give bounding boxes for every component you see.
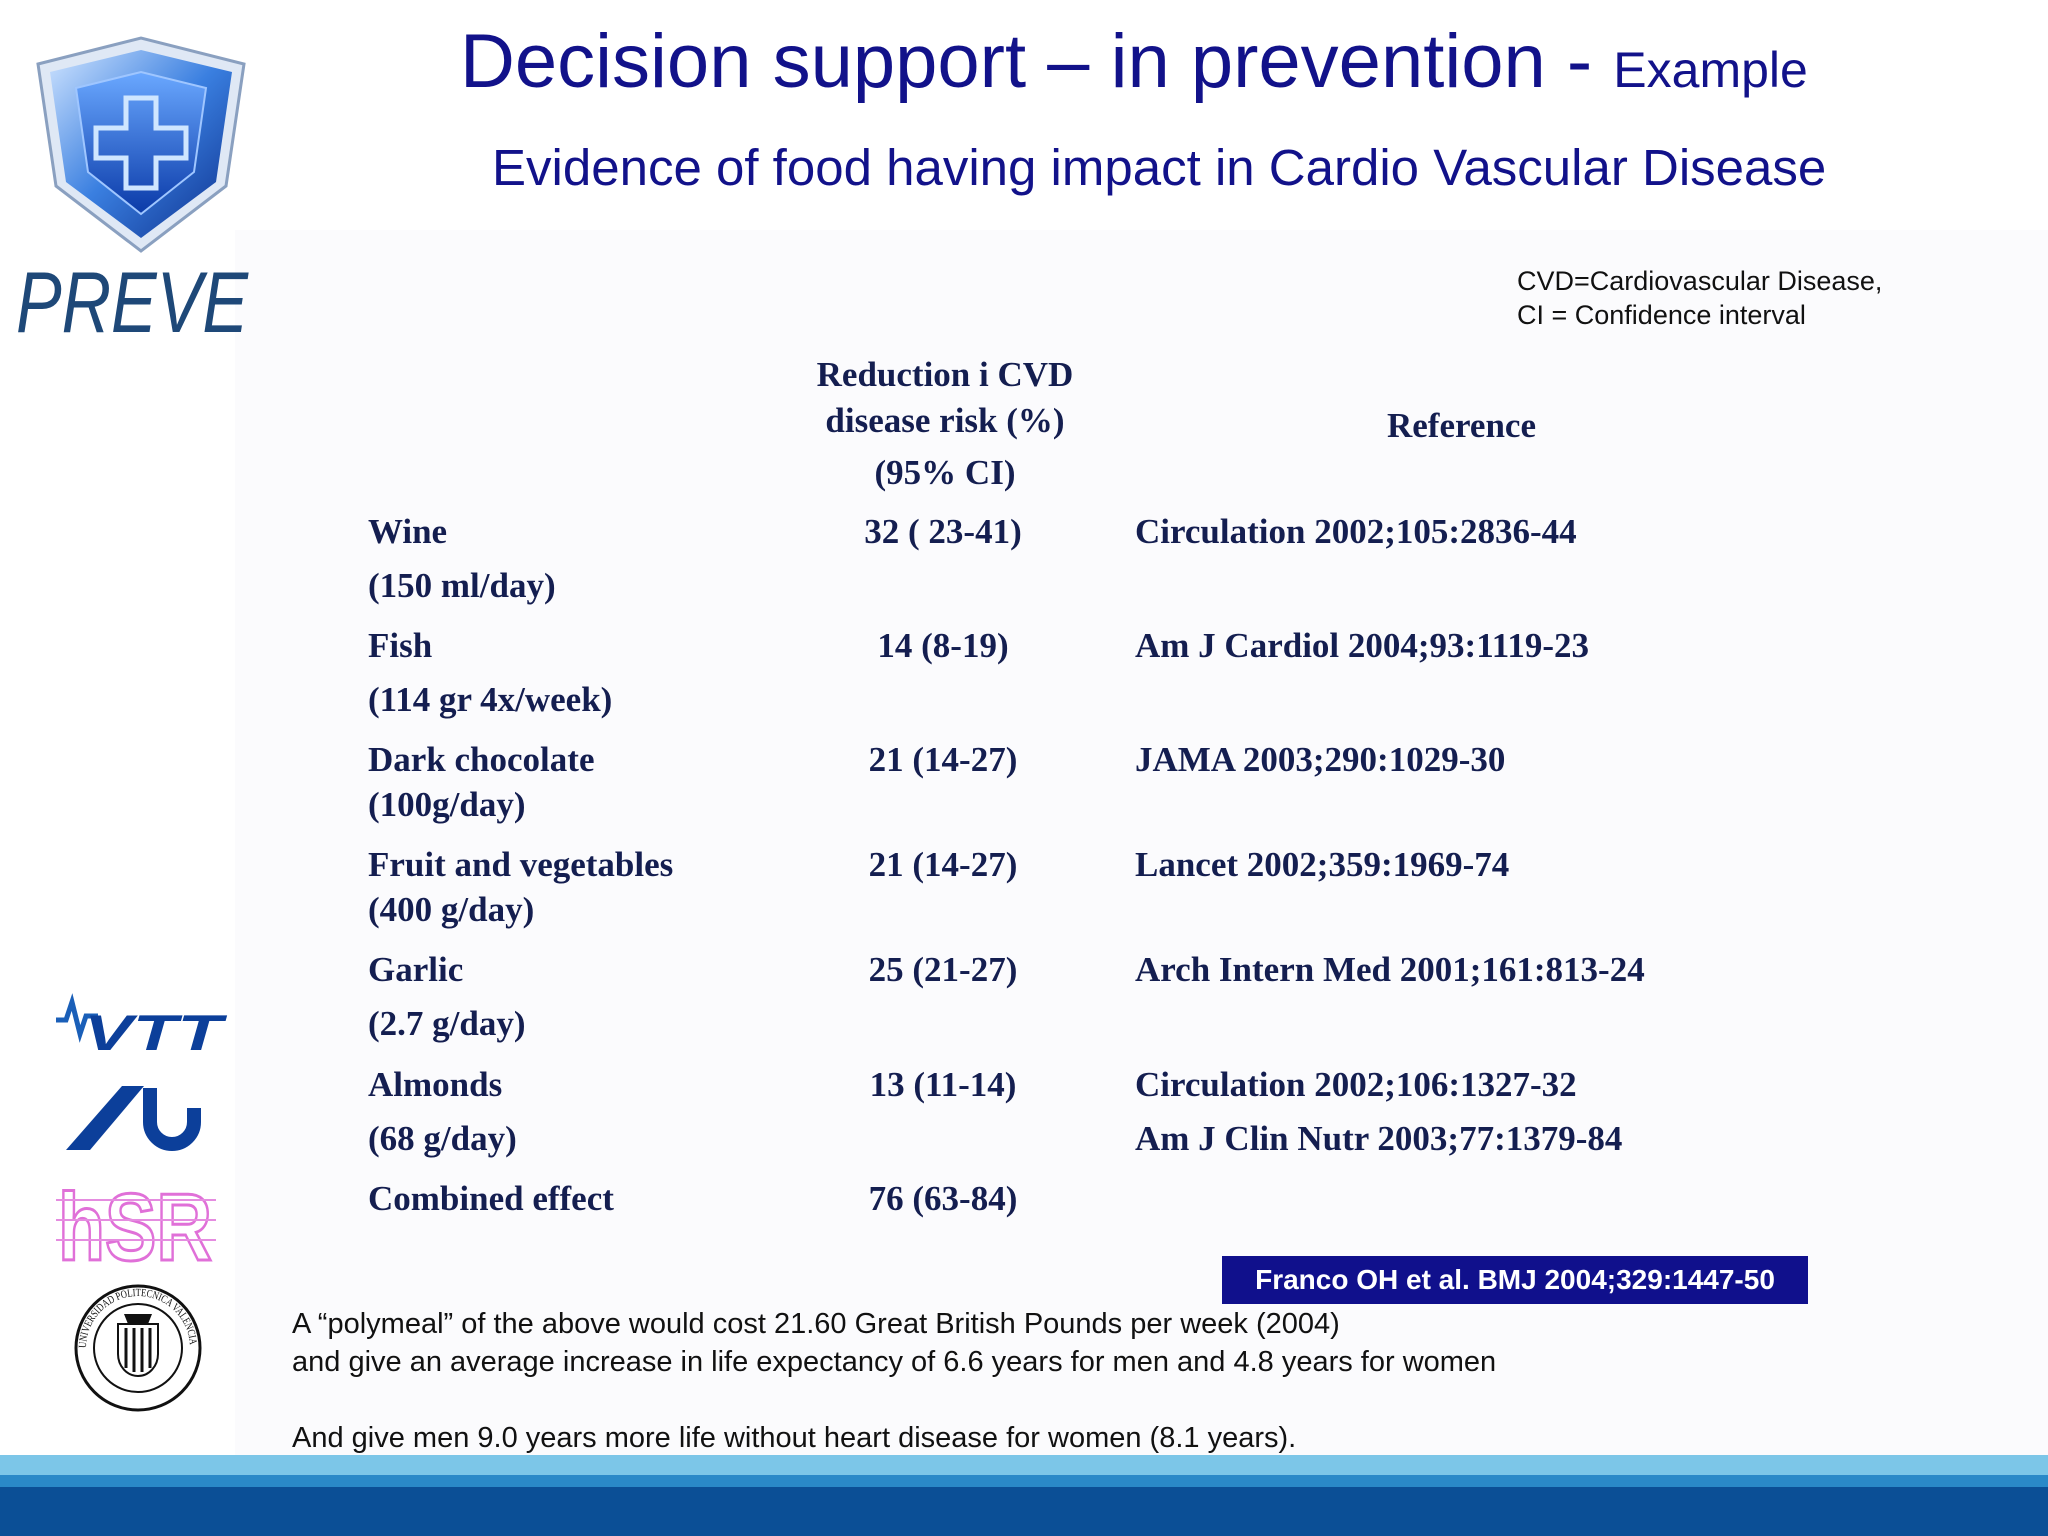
header-risk-reduction xyxy=(790,352,1100,496)
food-name: Almonds xyxy=(368,1065,503,1104)
food-amount: (68 g/day) xyxy=(368,1119,517,1158)
food-amount: (150 ml/day) xyxy=(368,566,556,605)
title-suffix: Example xyxy=(1613,42,1808,98)
reference: Circulation 2002;106:1327-32 xyxy=(1135,1065,1577,1104)
slide-title xyxy=(460,18,1808,105)
reference: Circulation 2002;105:2836-44 xyxy=(1135,512,1577,551)
vtt-logo-text: VTT xyxy=(84,1005,229,1061)
header-reference: Reference xyxy=(1387,406,1536,445)
reference: Arch Intern Med 2001;161:813-24 xyxy=(1135,950,1645,989)
food-amount: (100g/day) xyxy=(368,785,526,824)
reference: Lancet 2002;359:1969-74 xyxy=(1135,845,1510,884)
header-risk-ci: (95% CI) xyxy=(874,453,1016,492)
title-main: Decision support – in prevention - xyxy=(460,19,1614,104)
food-name: Garlic xyxy=(368,950,464,989)
hsr-logo-icon xyxy=(56,1174,216,1281)
note-line: A “polymeal” of the above would cost 21.60 Great British Pounds per week (2004) xyxy=(292,1308,1340,1340)
risk-value: 25 (21-27) xyxy=(868,950,1018,989)
food-amount: (400 g/day) xyxy=(368,890,535,929)
food-name: Wine xyxy=(368,512,448,551)
source-citation-box: Franco OH et al. BMJ 2004;329:1447-50 xyxy=(1222,1256,1808,1304)
footer-band-light xyxy=(0,1455,2048,1475)
risk-value: 32 ( 23-41) xyxy=(864,512,1022,551)
header-risk-line: disease risk (%) xyxy=(825,401,1065,440)
food-name: Fruit and vegetables xyxy=(368,845,674,884)
food-name: Dark chocolate xyxy=(368,740,595,779)
food-name: Combined effect xyxy=(368,1179,614,1218)
vtt-logo-icon xyxy=(56,990,229,1061)
hsr-logo-text: hSR xyxy=(58,1174,212,1281)
preve-shield-logo-icon xyxy=(30,36,252,258)
footer-band-mid xyxy=(0,1475,2048,1487)
header-risk-line: Reduction i CVD xyxy=(816,355,1074,394)
slide-subtitle: Evidence of food having impact in Cardio Vascular Disease xyxy=(492,139,1827,196)
university-blue-logo-icon xyxy=(62,1078,212,1154)
abbreviation-note xyxy=(1517,264,1882,332)
risk-value: 76 (63-84) xyxy=(868,1179,1018,1218)
food-amount: (114 gr 4x/week) xyxy=(368,680,613,719)
risk-value: 21 (14-27) xyxy=(868,845,1018,884)
reference: JAMA 2003;290:1029-30 xyxy=(1135,740,1506,779)
footer-band-dark xyxy=(0,1487,2048,1536)
risk-value: 13 (11-14) xyxy=(869,1065,1017,1104)
food-amount: (2.7 g/day) xyxy=(368,1004,526,1043)
risk-value: 14 (8-19) xyxy=(877,626,1009,665)
valencia-university-seal-icon xyxy=(72,1284,204,1412)
reference-secondary: Am J Clin Nutr 2003;77:1379-84 xyxy=(1135,1119,1623,1158)
seal-text: UNIVERSIDAD POLITECNICA VALENCIA xyxy=(76,1286,200,1349)
abbreviation-line: CI = Confidence interval xyxy=(1517,300,1806,330)
preve-wordmark-text: PREVE xyxy=(16,255,250,351)
note-line: And give men 9.0 years more life without heart disease for women (8.1 years). xyxy=(292,1422,1297,1454)
reference: Am J Cardiol 2004;93:1119-23 xyxy=(1135,626,1590,665)
risk-value: 21 (14-27) xyxy=(868,740,1018,779)
abbreviation-line: CVD=Cardiovascular Disease, xyxy=(1517,266,1883,296)
food-name: Fish xyxy=(368,626,433,665)
preve-wordmark xyxy=(14,255,254,351)
note-line: and give an average increase in life expectancy of 6.6 years for men and 4.8 years for women xyxy=(292,1346,1497,1378)
